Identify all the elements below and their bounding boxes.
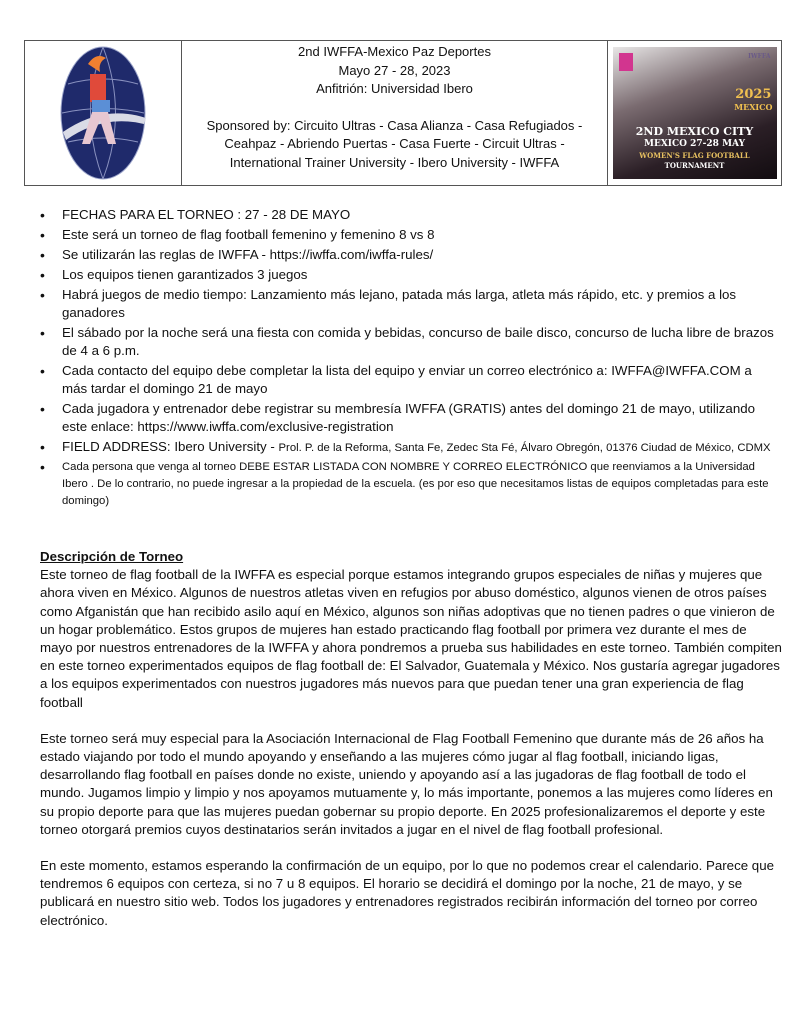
event-title: 2nd IWFFA-Mexico Paz Deportes	[298, 44, 491, 59]
description-section	[40, 548, 782, 930]
bullet-notice: • Cada persona que venga al torneo DEBE ESTAR LISTADA CON NOMBRE Y CORREO ELECTRÓNICO que reenviamos a la Universidad Ibero . De lo contrario, no puede ingresar a la propiedad de la escuela. (es por eso que necesitamos listas de equipos completadas para este domingo)	[38, 459, 778, 510]
iwffa-logo-icon	[48, 44, 158, 182]
poster-country: MEXICO	[734, 102, 773, 112]
bullet-item: • Este será un torneo de flag football femenino y femenino 8 vs 8	[38, 226, 778, 244]
header-table	[24, 40, 782, 186]
poster-line2: MEXICO 27-28 MAY	[644, 139, 745, 149]
poster-mini-logo	[619, 53, 633, 71]
poster-year	[734, 89, 772, 113]
bullet-item: • FECHAS PARA EL TORNEO : 27 - 28 DE MAYO	[38, 206, 778, 224]
poster-line3: WOMEN'S FLAG FOOTBALL	[639, 151, 750, 160]
description-title: Descripción de Torneo	[40, 549, 184, 564]
address-text: Prol. P. de la Reforma, Santa Fe, Zedec Sta Fé, Álvaro Obregón, 01376 Ciudad de México, CDMX	[278, 442, 771, 454]
event-dates: Mayo 27 - 28, 2023	[338, 62, 451, 78]
poster-cell	[608, 41, 781, 185]
bullet-item: • Habrá juegos de medio tiempo: Lanzamiento más lejano, patada más larga, atleta más rápido, etc. y premios a los ganadores	[38, 286, 778, 322]
info-bullet-list	[38, 206, 778, 512]
poster-line1: 2ND MEXICO CITY	[635, 125, 754, 138]
description-paragraph: Este torneo será muy especial para la Asociación Internacional de Flag Football Femenino que durante más de 26 años ha estado viajando por todo el mundo apoyando y enseñando a las mujeres cómo jugar al flag football, iniciando ligas, desarrollando flag football en países donde no existe, uniendo y apoyando así a las jugadoras de flag football de todo el mundo. Jugamos limpio y limpio y nos apoyamos mutuamente y, lo más importante, ponemos a las mujeres como líderes en su propio deporte para que las mujeres puedan gobernar su propio deporte. En 2025 profesionalizaremos el deporte y este torneo otorgará premios cuyos destinatarios serán invitados a jugar en el nivel de flag football profesional.	[40, 730, 773, 837]
description-paragraph: Este torneo de flag football de la IWFFA es especial porque estamos integrando grupos especiales de niñas y mujeres que ahora viven en México. Algunos de nuestros atletas viven en refugios por abuso doméstico, algunos vienen de otros países como Afganistán que han recibido asilo aquí en México, algunos son niñas adoptivas que no tienen padres o que vinieron de un hogar problemático. Estos grupos de mujeres han estado practicando flag football por primera vez durante el mes de mayo por nuestros entrenadores de la IWFFA y ahora pondremos a prueba sus habilidades en este torneo. También compiten en este torneo experimentados equipos de flag football de: El Salvador, Guatemala y México. Nos gustaría agregar jugadores a los equipos experimentados con nuestros jugadores más nuevos para que puedan tener una gran experiencia de flag football	[40, 567, 782, 710]
event-info-cell	[182, 41, 608, 185]
address-label: FIELD ADDRESS: Ibero University -	[62, 439, 279, 454]
poster-year-text: 2025	[735, 87, 772, 102]
poster-brand: IWFFA	[748, 53, 771, 60]
bullet-address	[38, 438, 778, 457]
event-host: Anfitrión: Universidad Ibero	[316, 81, 473, 96]
bullet-item: • Cada contacto del equipo debe completar la lista del equipo y enviar un correo electrónico a: IWFFA@IWFFA.COM a más tardar el domingo 21 de mayo	[38, 362, 778, 398]
bullet-item: • Se utilizarán las reglas de IWFFA - https://iwffa.com/iwffa-rules/	[38, 246, 778, 264]
sponsors-text: Sponsored by: Circuito Ultras - Casa Alianza - Casa Refugiados - Ceahpaz - Abriendo Puertas - Casa Fuerte - Circuit Ultras - International Trainer University - Ibero University - IWFFA	[206, 117, 583, 170]
bullet-item: • Cada jugadora y entrenador debe registrar su membresía IWFFA (GRATIS) antes del domingo 21 de mayo, utilizando este enlace: https://www.iwffa.com/exclusive-registration	[38, 400, 778, 436]
bullet-item: • Los equipos tienen garantizados 3 juegos	[38, 266, 778, 284]
tournament-poster	[613, 47, 777, 179]
poster-line4: TOURNAMENT	[664, 161, 725, 170]
description-paragraph: En este momento, estamos esperando la confirmación de un equipo, por lo que no podemos crear el calendario. Parece que tendremos 6 equipos con certeza, si no 7 u 8 equipos. El horario se decidirá el domingo por la noche, 21 de mayo, y se publicará en nuestro sitio web. Todos los jugadores y entrenadores registrados recibirán información del torneo por correo electrónico.	[40, 858, 774, 928]
logo-cell	[25, 41, 182, 185]
bullet-item: • El sábado por la noche será una fiesta con comida y bebidas, concurso de baile disco, concurso de lucha libre de brazos de 4 a 6 p.m.	[38, 324, 778, 360]
